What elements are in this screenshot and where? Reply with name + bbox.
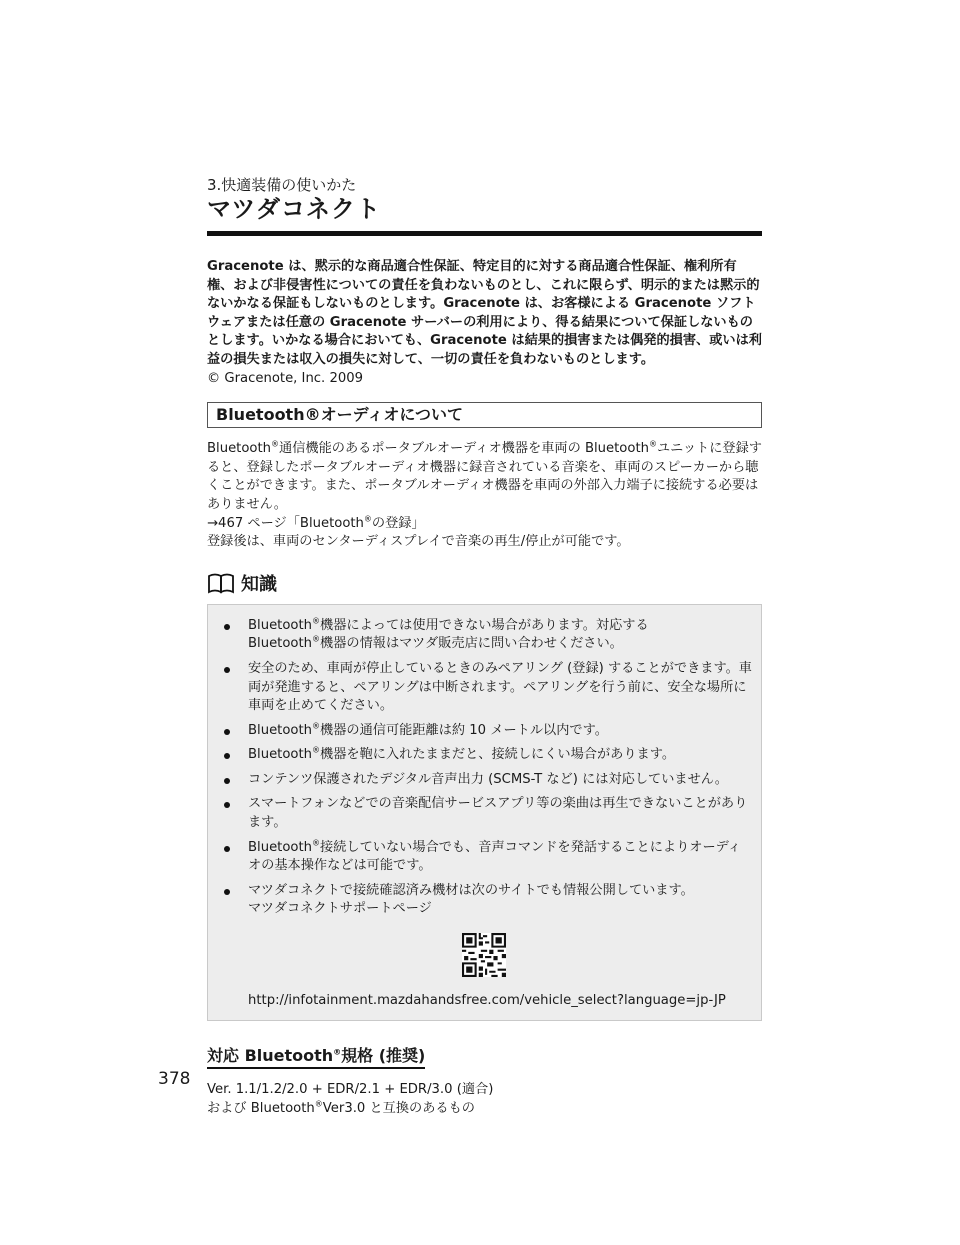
text-fragment: Bluetooth	[248, 617, 313, 633]
bluetooth-audio-heading: Bluetooth®オーディオについて	[207, 402, 762, 428]
qr-code-icon[interactable]	[462, 933, 506, 977]
list-item	[222, 839, 753, 876]
list-item	[222, 722, 753, 741]
registered-mark: ®	[314, 1099, 323, 1109]
text-fragment: →467 ページ「Bluetooth	[207, 515, 364, 531]
gracenote-disclaimer: Gracenote は、黙示的な商品適合性保証、特定目的に対する商品適合性保証、権利所有権、および非侵害性についての責任を負わないものとし、これに限らず、明示的または黙示的ないかなる保証もしないものとします。Gracenote は、お客様による Gracenote ソフトウェアまたは任意の Gracenote サーバーの利用により、得る結果について保証しないものとします。いかなる場合においても、Gracenote は結果的損害または偶発的損害、或いは利益の損失または収入の損失に対して、一切の責任を負わないものとします。	[207, 259, 762, 367]
copyright-line: © Gracenote, Inc. 2009	[207, 370, 364, 386]
page-number: 378	[158, 1069, 191, 1089]
text-fragment: Bluetooth	[248, 747, 313, 763]
knowledge-box	[207, 604, 762, 1022]
text-fragment: 通信機能のあるポータブルオーディオ機器を車両の Bluetooth	[279, 441, 649, 457]
text-fragment: 接続していない場合でも、音声コマンドを発話することによりオーディオの基本操作などは可能です。	[248, 839, 741, 874]
text-fragment: Bluetooth	[248, 636, 313, 652]
text-fragment: Bluetooth	[248, 722, 313, 738]
knowledge-list	[222, 617, 753, 919]
book-icon	[207, 572, 235, 594]
text-fragment: マツダコネクトで接続確認済み機材は次のサイトでも情報公開しています。	[248, 882, 694, 898]
list-item	[222, 746, 753, 765]
text-fragment: Bluetooth	[207, 441, 272, 457]
spec-version-line: Ver. 1.1/1.2/2.0 + EDR/2.1 + EDR/3.0 (適合)	[207, 1082, 494, 1098]
list-item: コンテンツ保護されたデジタル音声出力 (SCMS-T など) には対応していません。	[222, 771, 753, 790]
list-item	[222, 882, 753, 919]
text-fragment: ユニットに登録すると、登録したポータブルオーディオ機器に録音されている音楽を、車両のスピーカーから聴くことができます。また、ポータブルオーディオ機器を車両の外部入力端子に接続する必要はありません。	[207, 441, 762, 512]
text-fragment: 機器の通信可能距離は約 10 メートル以内です。	[320, 722, 608, 738]
registered-mark: ®	[648, 439, 657, 449]
registered-mark: ®	[312, 721, 321, 731]
knowledge-heading	[207, 570, 762, 596]
registered-mark: ®	[312, 634, 321, 644]
page-content	[207, 176, 762, 1118]
list-item: スマートフォンなどでの音楽配信サービスアプリ等の楽曲は再生できないことがあります。	[222, 795, 753, 832]
chapter-label: 3.快適装備の使いかた	[207, 176, 357, 194]
text-fragment: および Bluetooth	[207, 1100, 315, 1116]
page-title: マツダコネクト	[207, 195, 382, 223]
spec-compat-line	[207, 1100, 762, 1119]
registered-mark: ®	[312, 745, 321, 755]
spec-text	[207, 1081, 762, 1118]
registered-mark: ®	[363, 514, 372, 524]
registered-mark: ®	[312, 616, 321, 626]
registered-mark: ®	[271, 439, 280, 449]
knowledge-label: 知識	[241, 573, 277, 595]
bluetooth-paragraph	[207, 440, 762, 514]
registered-mark: ®	[333, 1047, 342, 1057]
text-fragment: 機器の情報はマツダ販売店に問い合わせください。	[320, 636, 623, 652]
supported-spec-heading	[207, 1043, 425, 1069]
playback-note: 登録後は、車両のセンターディスプレイで音楽の再生/停止が可能です。	[207, 534, 630, 550]
text-fragment: の登録」	[371, 515, 425, 531]
list-item	[222, 617, 753, 654]
support-page-label: マツダコネクトサポートページ	[248, 901, 432, 917]
text-fragment: Bluetooth	[248, 839, 313, 855]
text-fragment: Ver3.0 と互換のあるもの	[322, 1100, 475, 1116]
registered-mark: ®	[312, 838, 321, 848]
text-fragment: 機器を鞄に入れたままだと、接続しにくい場合があります。	[320, 747, 676, 763]
text-fragment: 規格 (推奨)	[341, 1046, 426, 1066]
text-fragment: 対応 Bluetooth	[207, 1046, 334, 1066]
page-reference-link[interactable]	[207, 515, 762, 534]
support-url-link[interactable]: http://infotainment.mazdahandsfree.com/vehicle_select?language=jp-JP	[248, 992, 726, 1008]
title-rule	[207, 231, 762, 236]
bluetooth-description	[207, 440, 762, 552]
list-item: 安全のため、車両が停止しているときのみペアリング (登録) することができます。車両が発進すると、ペアリングは中断されます。ペアリングを行う前に、安全な場所に車両を止めてください。	[222, 660, 753, 716]
text-fragment: 機器によっては使用できない場合があります。対応する	[320, 617, 649, 633]
